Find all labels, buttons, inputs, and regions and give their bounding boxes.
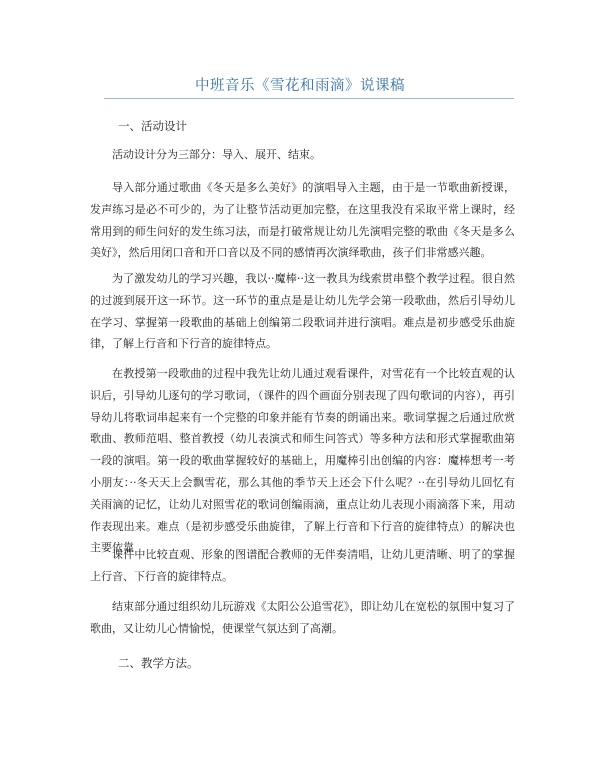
paragraph-overview: 活动设计分为三部分：导入、展开、结束。 — [112, 148, 321, 161]
section-heading-teaching-methods: 二、教学方法。 — [118, 656, 199, 670]
paragraph-conclusion: 结束部分通过组织幼儿玩游戏《太阳公公追雪花》，即让幼儿在宽松的氛围中复习了歌曲，又让幼儿心情愉悦，使课堂气氛达到了高潮。 — [90, 600, 515, 635]
page-title: 中班音乐《雪花和雨滴》说课稿 — [195, 78, 405, 94]
paragraph-courseware: 课件中比较直观、形象的图谱配合教师的无伴奏清唱，让幼儿更清晰、明了的掌握上行音、下行音的旋律特点。 — [90, 548, 515, 583]
paragraph-teaching-process: 在教授第一段歌曲的过程中我先让幼儿通过观看课件，对雪花有一个比较直观的认识后，引导幼儿逐句的学习歌词，（课件的四个画面分别表现了四句歌词的内容），再引导幼儿将歌词串起来有一个完整的印象并能有节奏的朗诵出来。歌词掌握之后通过欣赏歌曲、教师范唱、整首教授（幼儿表演式和师生问答式）等多种方法和形式掌握歌曲第一段的演唱。第一段的歌曲掌握较好的基础上，用魔棒引出创编的内容：魔棒想考一考小朋友：··冬天天上会飘雪花，那么其他的季节天上还会下什么呢？··在引导幼儿回忆有关雨滴的记忆，让幼儿对照雪花的歌词创编雨滴，重点让幼儿表现小雨滴落下来，用动作表现出来。难点（是初步感受乐曲旋律，了解上行音和下行音的旋律特点）的解决也主要依靠 — [90, 367, 515, 555]
title-divider — [104, 98, 514, 99]
paragraph-introduction: 导入部分通过歌曲《冬天是多么美好》的演唱导入主题，由于是一节歌曲新授课，发声练习是必不可少的，为了让整节活动更加完整，在这里我没有采取平常上课时，经常用到的师生问好的发生练习法，而是打破常规让幼儿先演唱完整的歌曲《冬天是多么美好》，然后用闭口音和开口音以及不同的感情再次演绎歌曲，孩子们非常感兴趣。 — [90, 181, 515, 260]
section-heading-activity-design: 一、活动设计 — [118, 119, 187, 133]
paragraph-development: 为了激发幼儿的学习兴趣，我以··魔棒··这一教具为线索贯串整个教学过程。很自然的过渡到展开这一环节。这一环节的重点是是让幼儿先学会第一段歌曲，然后引导幼儿在学习、掌握第一段歌曲的基础上创编第二段歌词并进行演唱。难点是初步感受乐曲旋律，了解上行音和下行音的旋律特点。 — [90, 272, 515, 351]
